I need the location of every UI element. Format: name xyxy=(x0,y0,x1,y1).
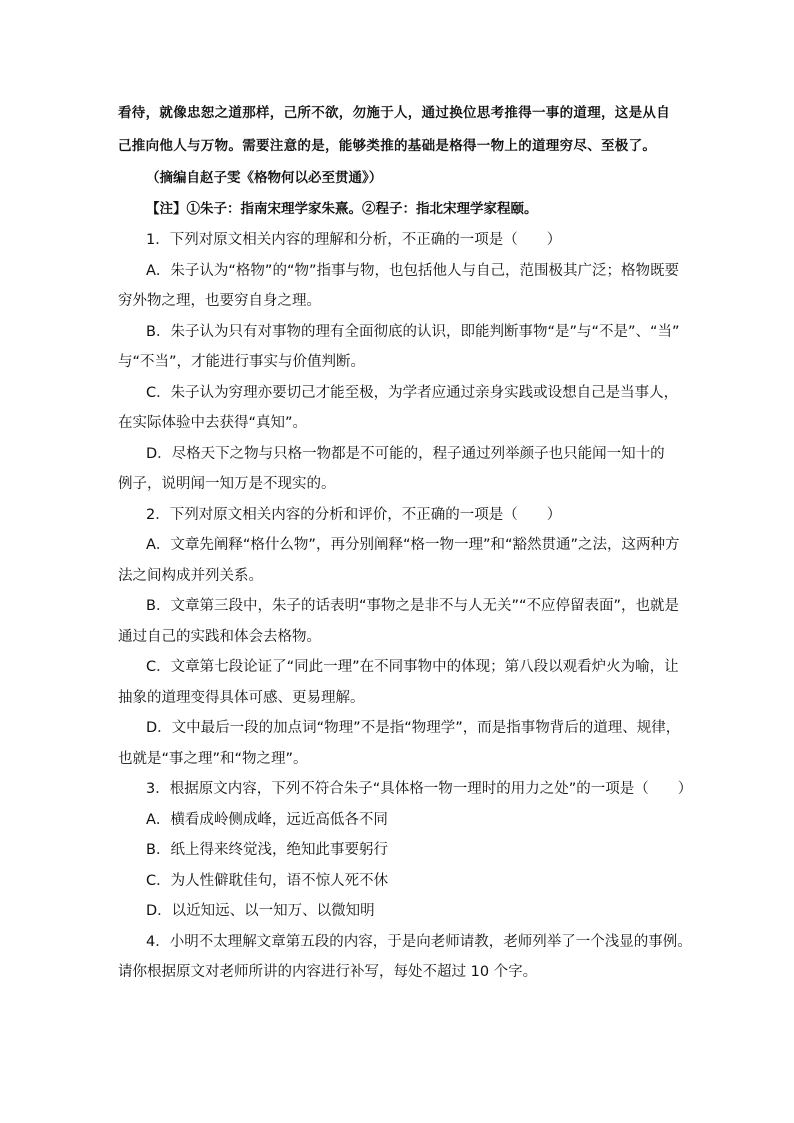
question-stem: 4．小明不太理解文章第五段的内容，于是向老师请教，老师列举了一个浅显的事例。 xyxy=(146,933,692,950)
option-b: B．文章第三段中，朱子的话表明“事物之是非不与人无关”“不应停留表面”，也就是 xyxy=(146,598,679,614)
option-b-cont: 与“不当”，才能进行事实与价值判断。 xyxy=(118,354,366,370)
passage-line: 己推向他人与万物。需要注意的是，能够类推的基础是格得一物上的道理穷尽、至极了。 xyxy=(118,138,657,154)
option-a: A．文章先阐释“格什么物”，再分别阐释“格一物一理”和“豁然贯通”之法，这两种方 xyxy=(146,537,680,553)
question-4 xyxy=(118,927,692,988)
question-1 xyxy=(118,225,678,500)
option-c: C．朱子认为穷理亦要切己才能至极，为学者应通过亲身实践或设想自己是当事人， xyxy=(146,384,679,401)
document-content xyxy=(118,97,693,988)
option-c-cont: 在实际体验中去获得“真知”。 xyxy=(118,415,308,431)
question-stem: 1．下列对原文相关内容的理解和分析，不正确的一项是（ ） xyxy=(146,232,562,248)
passage-line: 看待，就像忠恕之道那样，己所不欲，勿施于人，通过换位思考推得一事的道理，这是从自 xyxy=(118,105,670,121)
question-2 xyxy=(118,500,681,775)
question-stem: 2．下列对原文相关内容的分析和评价，不正确的一项是（ ） xyxy=(146,506,562,523)
question-stem-cont: 请你根据原文对老师所讲的内容进行补写，每处不超过 10 个字。 xyxy=(118,964,538,980)
passage-tail xyxy=(118,97,678,163)
option-d-cont: 例子，说明闻一知万是不现实的。 xyxy=(118,476,336,492)
option-c-cont: 抽象的道理变得具体可感、更易理解。 xyxy=(118,689,365,706)
passage-source: （摘编自赵子雯《格物何以必至贯通》） xyxy=(146,170,383,186)
option-b: B．朱子认为只有对事物的理有全面彻底的认识，即能判断事物“是”与“不是”、“当” xyxy=(146,323,680,340)
option-c: C．为人性僻耽佳句，语不惊人死不休 xyxy=(146,872,389,889)
option-a: A．朱子认为“格物”的“物”指事与物，也包括他人与自己，范围极其广泛；格物既要 xyxy=(146,262,679,279)
option-d-cont: 也就是“事之理”和“物之理”。 xyxy=(118,750,308,767)
option-b: B．纸上得来终觉浅，绝知此事要躬行 xyxy=(146,842,388,858)
option-a: A．横看成岭侧成峰，远近高低各不同 xyxy=(146,811,388,828)
question-3 xyxy=(118,774,693,927)
option-a-cont: 穷外物之理，也要穷自身之理。 xyxy=(118,293,321,309)
option-c: C．文章第七段论证了“同此一理”在不同事物中的体现；第八段以观看炉火为喻，让 xyxy=(146,659,679,675)
option-a-cont: 法之间构成并列关系。 xyxy=(118,567,263,584)
option-d: D．尽格天下之物与只格一物都是不可能的，程子通过列举颜子也只能闻一知十的 xyxy=(146,445,665,462)
question-stem: 3．根据原文内容，下列不符合朱子“具体格一物一理时的用力之处”的一项是（ ） xyxy=(146,781,693,797)
footnote: 【注】①朱子：指南宋理学家朱熹。②程子：指北宋理学家程颐。 xyxy=(146,201,538,217)
option-b-cont: 通过自己的实践和体会去格物。 xyxy=(118,628,321,645)
option-d: D．以近知远、以一知万、以微知明 xyxy=(146,903,375,919)
option-d: D．文中最后一段的加点词“物理”不是指“物理学”，而是指事物背后的道理、规律， xyxy=(146,720,681,736)
